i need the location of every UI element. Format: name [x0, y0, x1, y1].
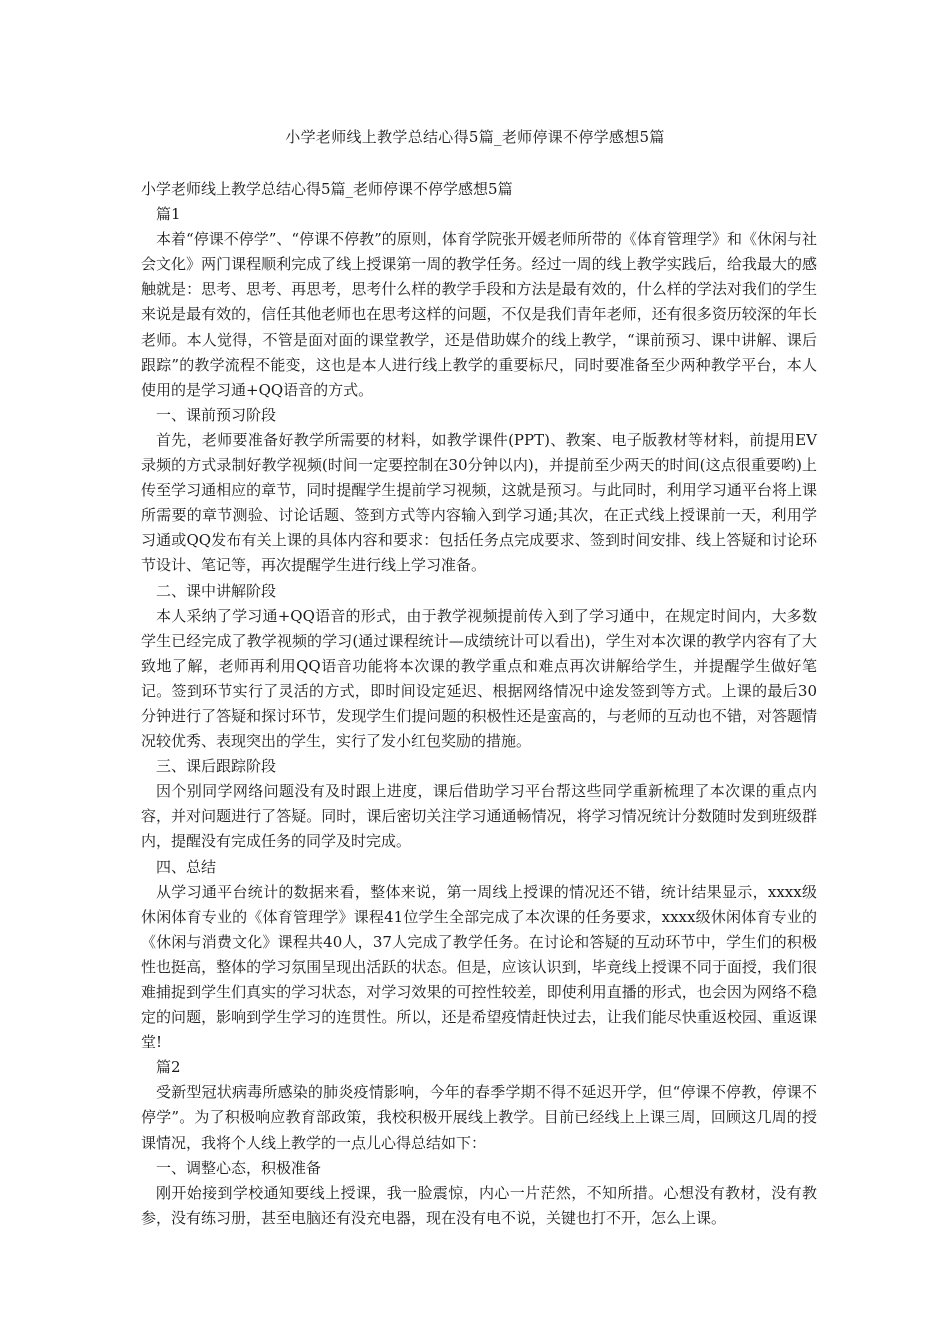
document-body [141, 177, 817, 1231]
section-heading-preview: 一、课前预习阶段 [156, 405, 277, 424]
section-heading-lecture: 二、课中讲解阶段 [156, 581, 277, 600]
section-heading-part-1: 篇1 [156, 205, 181, 224]
paragraph-followup: 因个别同学网络问题没有及时跟上进度，课后借助学习平台帮这些同学重新梳理了本次课的重点内容，并对问题进行了答疑。同时，课后密切关注学习通通畅情况，将学习情况统计分数随时发到班级群内，提醒没有完成任务的同学及时完成。 [141, 782, 817, 851]
section-heading-part-2: 篇2 [156, 1058, 181, 1077]
document-title: 小学老师线上教学总结心得5篇_老师停课不停学感想5篇 [285, 128, 665, 146]
paragraph-part2-intro: 受新型冠状病毒所感染的肺炎疫情影响，今年的春季学期不得不延迟开学，但“停课不停教，停课不停学”。为了积极响应教育部政策，我校积极开展线上教学。目前已经线上上课三周，回顾这几周的授课情况，我将个人线上教学的一点儿心得总结如下： [141, 1083, 817, 1152]
paragraph-summary: 从学习通平台统计的数据来看，整体来说，第一周线上授课的情况还不错，统计结果显示，xxxx级休闲体育专业的《体育管理学》课程41位学生全部完成了本次课的任务要求，xxxx级休闲体育专业的《休闲与消费文化》课程共40人，37人完成了教学任务。在讨论和答疑的互动环节中，学生们的积极性也挺高，整体的学习氛围呈现出活跃的状态。但是，应该认识到，毕竟线上授课不同于面授，我们很难捕捉到学生们真实的学习状态，对学习效果的可控性较差，即使利用直播的形式，也会因为网络不稳定的问题，影响到学生学习的连贯性。所以，还是希望疫情赶快过去，让我们能尽快重返校园、重返课堂! [141, 882, 817, 1052]
paragraph-intro: 本着“停课不停学”、“停课不停教”的原则，体育学院张开媛老师所带的《体育管理学》和《休闲与社会文化》两门课程顺利完成了线上授课第一周的教学任务。经过一周的线上教学实践后，给我最大的感触就是：思考、思考、再思考，思考什么样的教学手段和方法是最有效的，什么样的学法对我们的学生来说是最有效的，信任其他老师也在思考这样的问题，不仅是我们青年老师，还有很多资历较深的年长老师。本人觉得，不管是面对面的课堂教学，还是借助媒介的线上教学，“课前预习、课中讲解、课后跟踪”的教学流程不能变，这也是本人进行线上教学的重要标尺，同时要准备至少两种教学平台，本人使用的是学习通+QQ语音的方式。 [141, 230, 817, 399]
paragraph-lecture: 本人采纳了学习通+QQ语音的形式，由于教学视频提前传入到了学习通中，在规定时间内，大多数学生已经完成了教学视频的学习(通过课程统计—成绩统计可以看出)，学生对本次课的教学内容有了大致地了解，老师再利用QQ语音功能将本次课的教学重点和难点再次讲解给学生，并提醒学生做好笔记。签到环节实行了灵活的方式，即时间设定延迟、根据网络情况中途发签到等方式。上课的最后30分钟进行了答疑和探讨环节，发现学生们提问题的积极性还是蛮高的，与老师的互动也不错，对答题情况较优秀、表现突出的学生，实行了发小红包奖励的措施。 [141, 606, 817, 751]
paragraph-adjust: 刚开始接到学校通知要线上授课，我一脸震惊，内心一片茫然，不知所措。心想没有教材，没有教参，没有练习册，甚至电脑还有没充电器，现在没有电不说，关键也打不开，怎么上课。 [141, 1183, 817, 1227]
document-subtitle: 小学老师线上教学总结心得5篇_老师停课不停学感想5篇 [141, 180, 513, 198]
section-heading-followup: 三、课后跟踪阶段 [156, 757, 277, 776]
section-heading-summary: 四、总结 [156, 857, 217, 876]
section-heading-adjust: 一、调整心态，积极准备 [156, 1158, 322, 1177]
paragraph-preview: 首先，老师要准备好教学所需要的材料，如教学课件(PPT)、教案、电子版教材等材料，前提用EV录频的方式录制好教学视频(时间一定要控制在30分钟以内)，并提前至少两天的时间(这点很重要哟)上传至学习通相应的章节，同时提醒学生提前学习视频，这就是预习。与此同时，利用学习通平台将上课所需要的章节测验、讨论话题、签到方式等内容输入到学习通;其次，在正式线上授课前一天，利用学习通或QQ发布有关上课的具体内容和要求：包括任务点完成要求、签到时间安排、线上答疑和讨论环节设计、笔记等，再次提醒学生进行线上学习准备。 [141, 430, 817, 575]
